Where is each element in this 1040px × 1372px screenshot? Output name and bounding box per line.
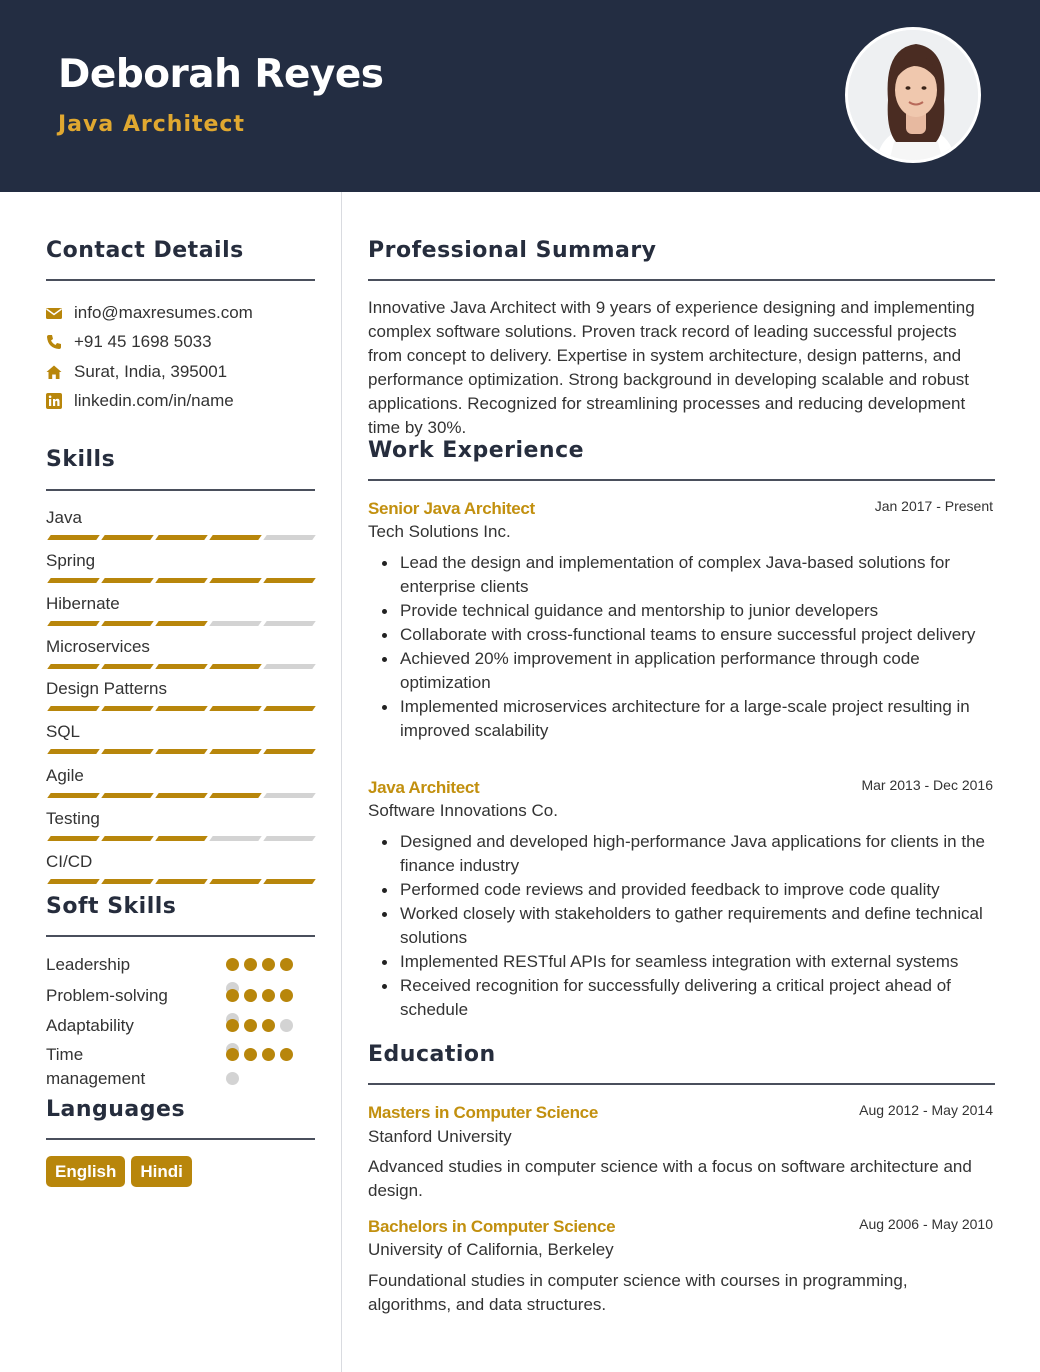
degree-dates: Aug 2012 - May 2014 xyxy=(859,1102,993,1118)
section-rule xyxy=(368,279,995,281)
education-heading: Education xyxy=(368,1042,496,1067)
skill-segment-filled xyxy=(47,578,100,583)
skill-segment-filled xyxy=(263,749,316,754)
linkedin-text: linkedin.com/in/name xyxy=(74,391,234,410)
skill-segment-filled xyxy=(209,879,262,884)
job-bullet: Implemented RESTful APIs for seamless integration with external systems xyxy=(400,950,995,974)
skill-item xyxy=(46,594,315,634)
skill-segment-filled xyxy=(155,836,208,841)
skill-segment-filled xyxy=(155,578,208,583)
skill-item xyxy=(46,551,315,591)
degree-description: Advanced studies in computer science with a focus on software architecture and design. xyxy=(368,1157,972,1200)
rating-dot-filled xyxy=(226,1019,239,1032)
soft-skill-label: Leadership xyxy=(46,955,131,974)
skill-segment-filled xyxy=(47,749,100,754)
rating-dot-filled xyxy=(280,1048,293,1061)
skill-segment-filled xyxy=(209,793,262,798)
job-dates: Jan 2017 - Present xyxy=(874,498,993,514)
job-company: Software Innovations Co. xyxy=(368,801,558,820)
rating-dot-filled xyxy=(262,958,275,971)
skill-segment-filled xyxy=(209,578,262,583)
skill-level-bar xyxy=(46,749,315,754)
skill-segment-filled xyxy=(155,621,208,626)
skill-item xyxy=(46,766,315,806)
soft-skill-item xyxy=(46,1043,315,1091)
rating-dot-filled xyxy=(226,958,239,971)
rating-dot-filled xyxy=(262,989,275,1002)
skill-segment-filled xyxy=(101,879,154,884)
contact-heading: Contact Details xyxy=(46,238,244,263)
experience-heading: Work Experience xyxy=(368,438,585,463)
degree-dates: Aug 2006 - May 2010 xyxy=(859,1216,993,1232)
languages-heading: Languages xyxy=(46,1097,186,1122)
skill-segment-filled xyxy=(101,836,154,841)
degree-title: Masters in Computer Science xyxy=(368,1103,598,1122)
job-bullet: Implemented microservices architecture for a large-scale project resulting in improved scalability xyxy=(400,695,995,743)
skill-segment-filled xyxy=(101,706,154,711)
skill-item xyxy=(46,722,315,762)
phone-text: +91 45 1698 5033 xyxy=(74,332,212,351)
job-title: Senior Java Architect xyxy=(368,499,535,518)
skill-item xyxy=(46,809,315,849)
school-name: University of California, Berkeley xyxy=(368,1240,614,1259)
skill-segment-empty xyxy=(209,836,262,841)
skill-segment-filled xyxy=(101,535,154,540)
skill-label: Microservices xyxy=(46,637,150,656)
skill-label: Agile xyxy=(46,766,84,785)
skill-segment-filled xyxy=(155,706,208,711)
soft-skills-heading: Soft Skills xyxy=(46,894,177,919)
skill-label: Testing xyxy=(46,809,100,828)
contact-linkedin[interactable] xyxy=(46,391,326,413)
job-bullet: Performed code reviews and provided feedback to improve code quality xyxy=(400,878,995,902)
linkedin-icon xyxy=(46,393,62,409)
rating-dot-filled xyxy=(244,958,257,971)
skill-segment-filled xyxy=(155,664,208,669)
skill-item xyxy=(46,852,315,892)
skill-level-bar xyxy=(46,793,315,798)
skill-segment-filled xyxy=(209,664,262,669)
skill-label: Spring xyxy=(46,551,96,570)
skill-segment-empty xyxy=(263,664,316,669)
skill-label: Design Patterns xyxy=(46,679,167,698)
rating-dot-filled xyxy=(226,989,239,1002)
skill-item xyxy=(46,637,315,677)
job-title: Java Architect xyxy=(368,778,480,797)
summary-heading: Professional Summary xyxy=(368,238,657,263)
rating-dot-filled xyxy=(262,1019,275,1032)
skill-segment-filled xyxy=(101,621,154,626)
section-rule xyxy=(46,279,315,281)
skill-segment-filled xyxy=(155,535,208,540)
skill-segment-filled xyxy=(155,879,208,884)
skill-segment-filled xyxy=(209,749,262,754)
skill-segment-filled xyxy=(47,879,100,884)
job-bullet: Worked closely with stakeholders to gather requirements and define technical solutions xyxy=(400,902,995,950)
skill-segment-filled xyxy=(209,706,262,711)
rating-dot-filled xyxy=(226,1048,239,1061)
skill-level-bar xyxy=(46,578,315,583)
soft-skill-item xyxy=(46,953,315,977)
skill-level-bar xyxy=(46,535,315,540)
contact-address xyxy=(46,362,326,384)
skill-item xyxy=(46,508,315,548)
skill-level-bar xyxy=(46,706,315,711)
summary-text: Innovative Java Architect with 9 years of experience designing and implementing complex software solutions. Proven track record of leading successful projects from concept to delivery. Expertise in system architecture, design patterns, and performance optimization. Strong background in developing scalable and robust applications. Recognized for streamlining processes and reducing development time by 30%. xyxy=(368,298,975,437)
job-bullets xyxy=(400,551,995,743)
candidate-name: Deborah Reyes xyxy=(58,52,384,97)
job-bullet: Designed and developed high-performance Java applications for clients in the finance industry xyxy=(400,830,995,878)
soft-skill-label: Time management xyxy=(46,1045,146,1088)
skill-level-bar xyxy=(46,836,315,841)
skill-label: SQL xyxy=(46,722,81,741)
section-rule xyxy=(46,489,315,491)
skill-segment-filled xyxy=(101,664,154,669)
skill-segment-empty xyxy=(263,793,316,798)
skill-segment-filled xyxy=(263,578,316,583)
job-bullets xyxy=(400,830,995,1022)
address-text: Surat, India, 395001 xyxy=(74,362,228,381)
section-rule xyxy=(368,479,995,481)
skill-segment-empty xyxy=(263,535,316,540)
degree-title: Bachelors in Computer Science xyxy=(368,1217,616,1236)
skill-segment-filled xyxy=(101,793,154,798)
skill-level-bar xyxy=(46,879,315,884)
skill-segment-filled xyxy=(155,749,208,754)
job-bullet: Achieved 20% improvement in application performance through code optimization xyxy=(400,647,995,695)
soft-skill-label: Problem-solving xyxy=(46,986,168,1005)
skill-level-bar xyxy=(46,621,315,626)
skill-segment-filled xyxy=(47,706,100,711)
section-rule xyxy=(368,1083,995,1085)
rating-dot-filled xyxy=(244,989,257,1002)
resume-header xyxy=(0,0,1040,192)
skill-level-bar xyxy=(46,664,315,669)
school-name: Stanford University xyxy=(368,1127,512,1146)
skills-heading: Skills xyxy=(46,447,116,472)
skill-segment-empty xyxy=(263,836,316,841)
rating-dot-filled xyxy=(244,1019,257,1032)
skill-segment-filled xyxy=(263,879,316,884)
rating-dot-empty xyxy=(280,1019,293,1032)
rating-dot-empty xyxy=(226,1072,239,1085)
home-icon xyxy=(46,364,62,380)
phone-icon xyxy=(46,334,62,350)
skill-segment-filled xyxy=(47,621,100,626)
skill-label: Hibernate xyxy=(46,594,120,613)
profile-photo xyxy=(845,27,981,163)
job-dates: Mar 2013 - Dec 2016 xyxy=(861,777,993,793)
rating-dot-filled xyxy=(262,1048,275,1061)
skill-segment-filled xyxy=(155,793,208,798)
degree-description: Foundational studies in computer science with courses in programming, algorithms, and data structures. xyxy=(368,1271,908,1314)
skill-segment-empty xyxy=(209,621,262,626)
envelope-icon xyxy=(46,305,62,321)
skill-segment-filled xyxy=(263,706,316,711)
rating-dot-filled xyxy=(244,1048,257,1061)
language-badge: Hindi xyxy=(131,1156,192,1187)
email-text: info@maxresumes.com xyxy=(74,303,253,322)
job-company: Tech Solutions Inc. xyxy=(368,522,511,541)
section-rule xyxy=(46,935,315,937)
soft-skill-item xyxy=(46,1014,315,1038)
skill-segment-filled xyxy=(47,836,100,841)
skill-segment-empty xyxy=(263,621,316,626)
contact-email[interactable] xyxy=(46,303,326,325)
job-bullet: Lead the design and implementation of complex Java-based solutions for enterprise clients xyxy=(400,551,995,599)
skill-label: Java xyxy=(46,508,82,527)
skill-segment-filled xyxy=(47,664,100,669)
skill-segment-filled xyxy=(101,578,154,583)
skill-item xyxy=(46,679,315,719)
job-bullet: Collaborate with cross-functional teams to ensure successful project delivery xyxy=(400,623,995,647)
skill-segment-filled xyxy=(209,535,262,540)
column-divider xyxy=(341,192,342,1372)
candidate-title: Java Architect xyxy=(58,112,245,137)
soft-skill-item xyxy=(46,984,315,1008)
skill-segment-filled xyxy=(47,793,100,798)
skill-segment-filled xyxy=(101,749,154,754)
rating-dot-filled xyxy=(280,989,293,1002)
section-rule xyxy=(46,1138,315,1140)
skill-segment-filled xyxy=(47,535,100,540)
rating-dot-filled xyxy=(280,958,293,971)
contact-phone[interactable] xyxy=(46,332,326,354)
languages-list xyxy=(46,1156,198,1187)
job-bullet: Received recognition for successfully delivering a critical project ahead of schedule xyxy=(400,974,995,1022)
job-bullet: Provide technical guidance and mentorship to junior developers xyxy=(400,599,995,623)
skill-label: CI/CD xyxy=(46,852,93,871)
language-badge: English xyxy=(46,1156,125,1187)
soft-skill-label: Adaptability xyxy=(46,1016,134,1035)
